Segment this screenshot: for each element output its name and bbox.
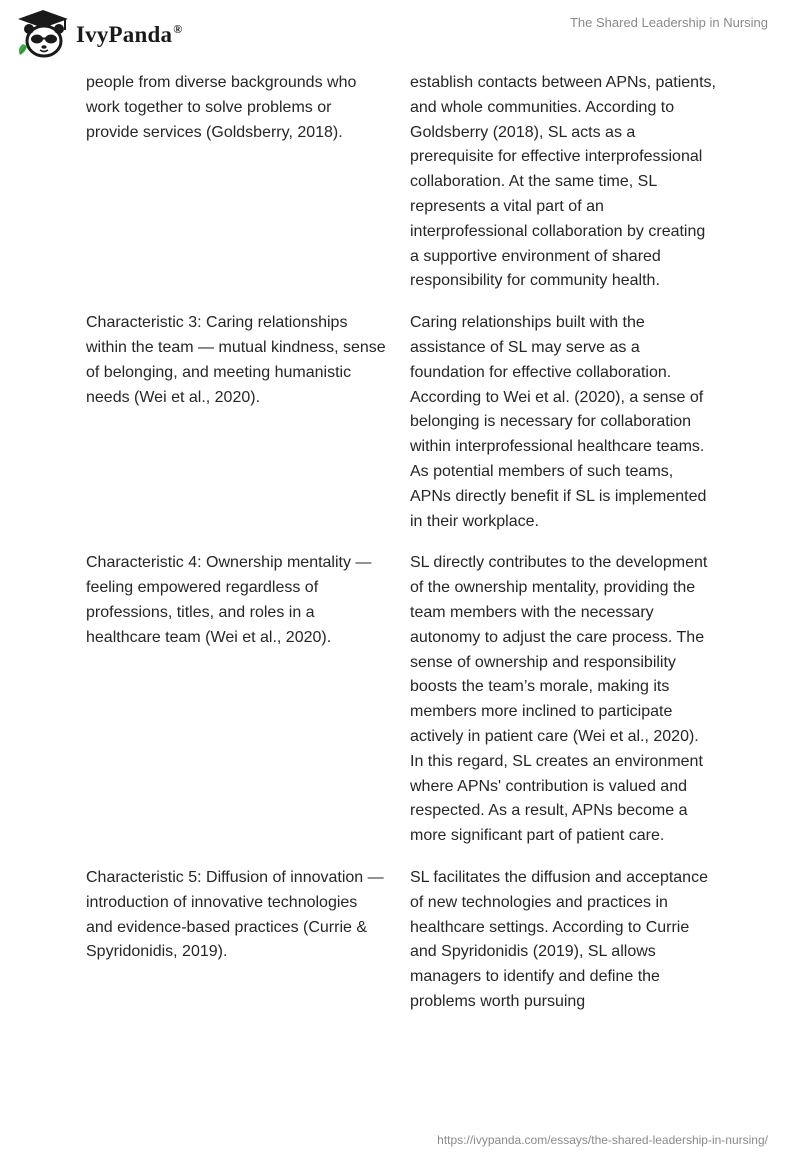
source-url[interactable]: https://ivypanda.com/essays/the-shared-leadership-in-nursing/	[437, 1133, 768, 1147]
document-title: The Shared Leadership in Nursing	[569, 15, 768, 30]
table-row	[86, 311, 726, 534]
description-cell: establish contacts between APNs, patients, and whole communities. According to Goldsberry (2018), SL acts as a prerequisite for effective interprofessional collaboration. At the same time, SL represents a vital part of an interprofessional collaboration by creating a supportive environment of shared responsibility for community health.	[410, 74, 716, 290]
characteristic-cell: people from diverse backgrounds who work together to solve problems or provide services (Goldsberry, 2018).	[86, 74, 357, 141]
brand-name: IvyPanda®	[76, 22, 183, 47]
description-cell: Caring relationships built with the assistance of SL may serve as a foundation for effective collaboration. According to Wei et al. (2020), a sense of belonging is necessary for collaboration within interprofessional healthcare teams. As potential members of such teams, APNs directly benefit if SL is implemented in their workplace.	[410, 314, 707, 530]
ivypanda-logo[interactable]	[14, 8, 182, 58]
description-cell: SL directly contributes to the development of the ownership mentality, providing the team members with the necessary autonomy to adjust the care process. The sense of ownership and responsibility boosts the team’s morale, making its members more inclined to participate actively in patient care (Wei et al., 2020). In this regard, SL creates an environment where APNs' contribution is valued and respected. As a result, APNs become a more significant part of patient care.	[410, 554, 708, 845]
panda-graduation-cap-icon	[14, 8, 72, 58]
description-cell: SL facilitates the diffusion and acceptance of new technologies and practices in healthcare settings. According to Currie and Spyridonidis (2019), SL allows managers to identify and define the problems worth pursuing	[410, 868, 708, 1010]
table-row	[86, 71, 726, 294]
characteristics-table	[86, 71, 726, 1032]
characteristic-cell: Characteristic 3: Caring relationships within the team — mutual kindness, sense of belonging, and meeting humanistic needs (Wei et al., 2020).	[86, 314, 386, 406]
page-header	[0, 0, 800, 64]
characteristic-cell: Characteristic 4: Ownership mentality — feeling empowered regardless of professions, titles, and roles in a healthcare team (Wei et al., 2020).	[86, 554, 372, 646]
table-row	[86, 551, 726, 849]
table-row	[86, 866, 726, 1015]
characteristic-cell: Characteristic 5: Diffusion of innovation — introduction of innovative technologies and evidence-based practices (Currie & Spyridonidis, 2019).	[86, 868, 384, 961]
registered-mark: ®	[173, 22, 183, 36]
